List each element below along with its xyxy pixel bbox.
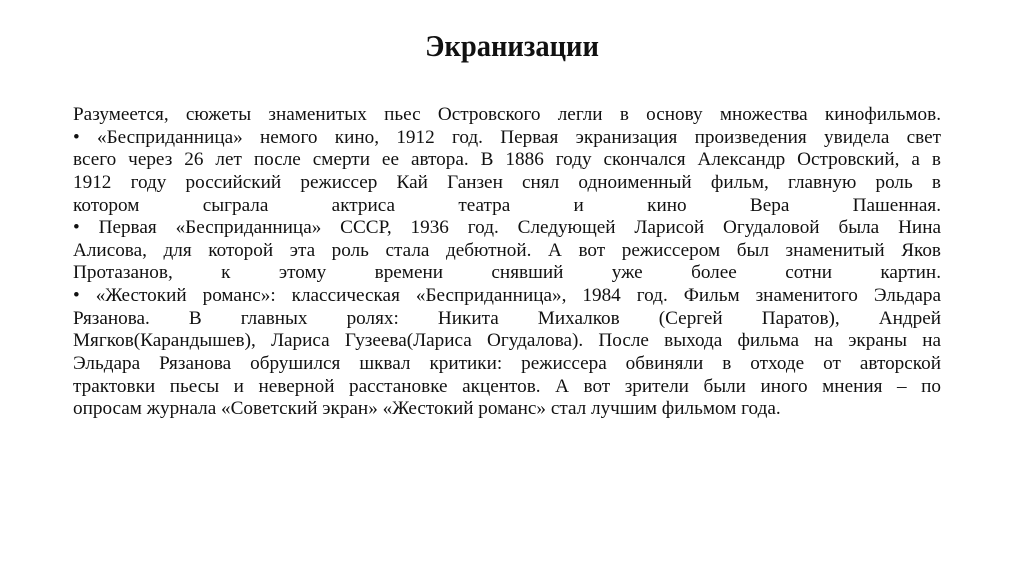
slide-title: Экранизации [425,28,599,63]
body-line: котором сыграла актриса театра и кино Вера Пашенная. [73,194,941,216]
body-line: всего через 26 лет после смерти ее автора. В 1886 году скончался Александр Островский, а в [73,149,941,171]
body-line: Мягков(Карандышев), Лариса Гузеева(Лариса Огудалова). После выхода фильма на экраны на [73,330,941,352]
body-line-bullet: • «Бесприданница» немого кино, 1912 год. Первая экранизация произведения увидела свет [73,126,941,148]
body-line-last: опросам журнала «Советский экран» «Жестокий романс» стал лучшим фильмом года. [73,398,781,420]
body-line: Алисова, для которой эта роль стала дебютной. А вот режиссером был знаменитый Яков [73,239,941,261]
body-line: Рязанова. В главных ролях: Никита Михалков (Сергей Паратов), Андрей [73,307,941,329]
slide-body-text [73,104,941,421]
body-line: трактовки пьесы и неверной расстановке акцентов. А вот зрители были иного мнения – по [73,375,941,397]
body-line-bullet: • Первая «Бесприданница» СССР, 1936 год. Следующей Ларисой Огудаловой была Нина [73,217,941,239]
body-line: Эльдара Рязанова обрушился шквал критики: режиссера обвиняли в отходе от авторской [73,353,941,375]
body-line-bullet: • «Жестокий романс»: классическая «Бесприданница», 1984 год. Фильм знаменитого Эльдара [73,285,941,307]
body-line: 1912 году российский режиссер Кай Ганзен снял одноименный фильм, главную роль в [73,171,941,193]
body-line: Разумеется, сюжеты знаменитых пьес Островского легли в основу множества кинофильмов. [73,104,941,125]
body-line: Протазанов, к этому времени снявший уже более сотни картин. [73,262,941,284]
